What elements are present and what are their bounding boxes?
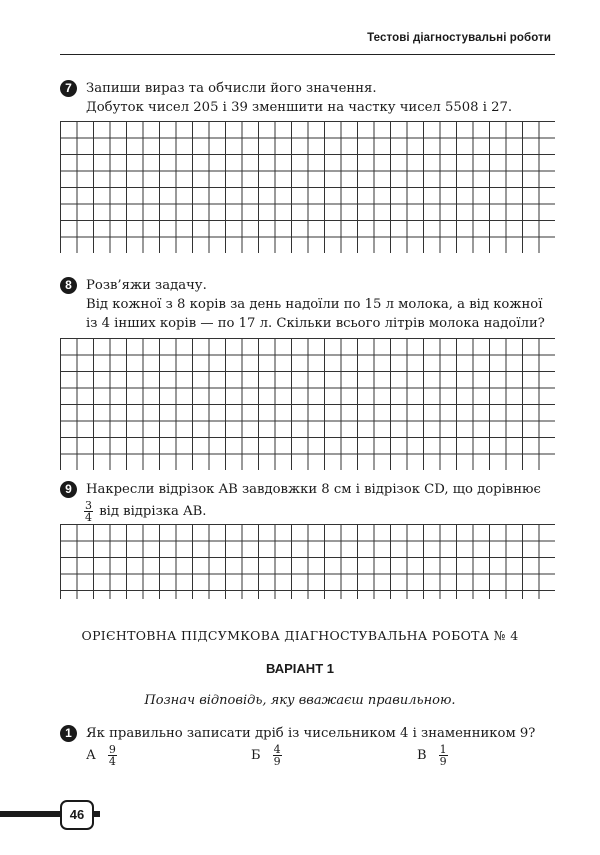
option-fraction: $\frac{9}{4}$: [108, 743, 116, 768]
variant-title: ВАРІАНТ 1: [266, 661, 334, 676]
answer-options: [0, 744, 600, 774]
task-8: [64, 276, 545, 333]
task-8-line-3: із 4 інших корів — по 17 л. Скільки всього літрів молока надоїли?: [86, 316, 545, 331]
task-9: [64, 480, 541, 523]
task-7: [64, 79, 512, 117]
option-c[interactable]: [417, 744, 450, 767]
option-fraction: $\frac{4}{9}$: [273, 743, 281, 768]
page-number: 46: [60, 800, 94, 830]
task-8-line-1: Розв’яжи задачу.: [86, 278, 207, 293]
header-title: Тестові діагностувальні роботи: [367, 32, 551, 44]
answer-grid-7[interactable]: [60, 121, 555, 253]
task-number-badge: 7: [60, 80, 77, 97]
task-8-line-2: Від кожної з 8 корів за день надоїли по 15 л молока, а від кожної: [86, 297, 543, 312]
option-letter: Б: [251, 748, 261, 763]
task-7-line-2: Добуток чисел 205 і 39 зменшити на частку чисел 5508 і 27.: [86, 100, 513, 115]
task-number-badge: 9: [60, 481, 77, 498]
question-1: [64, 724, 535, 743]
option-fraction: $\frac{1}{9}$: [439, 743, 447, 768]
answer-grid-9[interactable]: [60, 524, 555, 599]
task-number-badge: 8: [60, 277, 77, 294]
question-number-badge: 1: [60, 725, 77, 742]
task-7-line-1: Запиши вираз та обчисли його значення.: [86, 81, 377, 96]
task-9-line-2: від відрізка AB.: [99, 504, 207, 519]
section-title: ОРІЄНТОВНА ПІДСУМКОВА ДІАГНОСТУВАЛЬНА РОБОТА № 4: [81, 628, 519, 643]
option-a[interactable]: [86, 744, 119, 767]
instruction-text: Познач відповідь, яку вважаєш правильною.: [144, 693, 456, 708]
task-9-line-1: Накресли відрізок AB завдовжки 8 см і відрізок CD, що дорівнює: [86, 482, 541, 497]
option-b[interactable]: [251, 744, 284, 767]
answer-grid-8[interactable]: [60, 338, 555, 470]
page-header: [60, 30, 555, 55]
question-1-text: Як правильно записати дріб із чисельником 4 і знаменником 9?: [86, 726, 536, 741]
fraction-three-quarters: $\frac{3}{4}$: [85, 499, 92, 524]
option-letter: А: [86, 748, 96, 763]
option-letter: В: [417, 748, 427, 763]
